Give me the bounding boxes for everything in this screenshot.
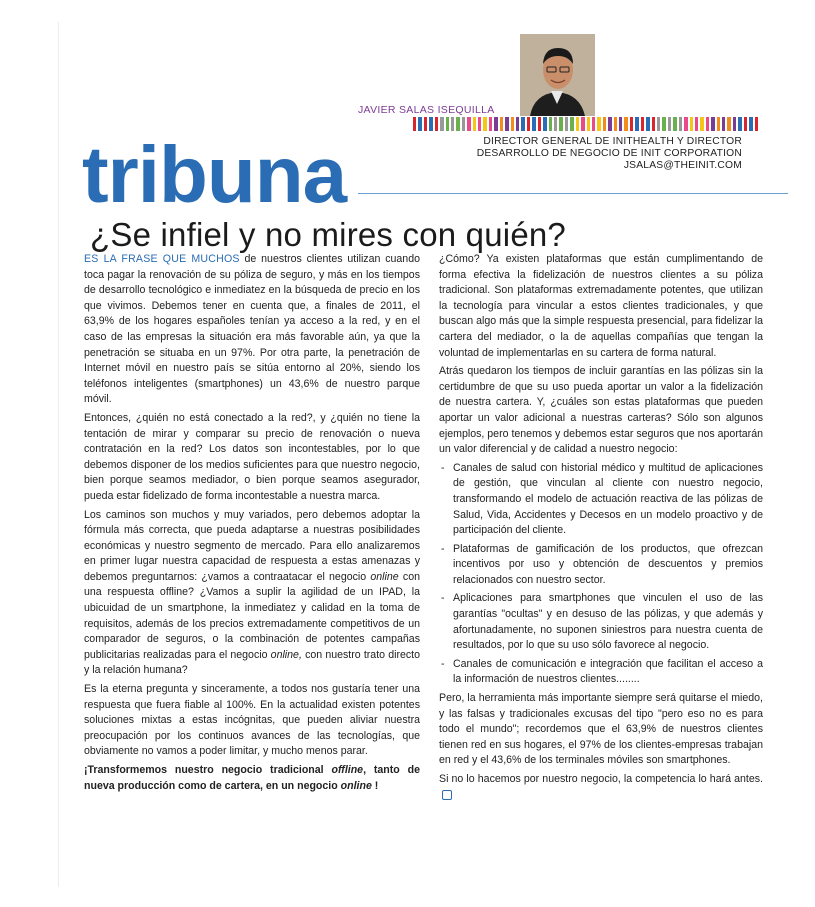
stripe-segment (538, 117, 541, 131)
author-email: JSALAS@THEINIT.COM (623, 160, 742, 171)
stripe-segment (483, 117, 486, 131)
stripe-segment (624, 117, 627, 131)
stripe-segment (635, 117, 638, 131)
stripe-segment (630, 117, 633, 131)
stripe-segment (565, 117, 568, 131)
stripe-segment (467, 117, 470, 131)
stripe-segment (549, 117, 552, 131)
stripe-segment (429, 117, 432, 131)
stripe-segment (652, 117, 655, 131)
examples-list (439, 461, 763, 688)
stripe-segment (755, 117, 758, 131)
paragraph-text: con una respuesta offline? ¿Vamos a suplir la agilidad de un IPAD, la ubicuidad de un smartphone, la inmediatez y calidad en la toma de requisitos, además de los precios extremadamente competitivos de un comparador de seguros, o la combinación de potentes campañas publicitarias realizadas para el negocio (84, 570, 420, 661)
stripe-segment (451, 117, 454, 131)
stripe-segment (597, 117, 600, 131)
stripe-segment (706, 117, 709, 131)
title-divider (358, 193, 788, 194)
paragraph-text: Los caminos son muchos y muy variados, pero debemos adoptar la fórmula más correcta, que pueda adaptarse a nuestras posibilidades económicas y nuestro segmento de mercado. Para ello analizaremos en primer lugar nuestra capacidad de respuesta a estas amenazas y debemos preguntarnos: ¿vamos a contraatacar el negocio (84, 508, 420, 583)
stripe-segment (505, 117, 508, 131)
list-item: - Aplicaciones para smartphones que vinculen el uso de las garantías "ocultas" y en desuso de las pólizas, y que además y afortunadamente, no suponen siniestros para nuestra cuenta de resultados, por lo que su uso sólo favorece al negocio. (453, 591, 763, 653)
stripe-segment (521, 117, 524, 131)
page-fold-line (58, 22, 59, 887)
stripe-segment (722, 117, 725, 131)
list-item: - Plataformas de gamificación de los productos, que ofrezcan incentivos por uso y obtención de descuentos y premios relacionados con nuestro sector. (453, 542, 763, 589)
article-left-column (84, 252, 420, 797)
author-name: JAVIER SALAS ISEQUILLA (358, 104, 495, 116)
stripe-segment (478, 117, 481, 131)
stripe-segment (749, 117, 752, 131)
paragraph-text: Si no lo hacemos por nuestro negocio, la competencia lo hará antes. (439, 773, 763, 785)
color-stripe-bar (413, 117, 758, 131)
stripe-segment (532, 117, 535, 131)
stripe-segment (711, 117, 714, 131)
paragraph-text: de nuestros clientes utilizan cuando toca pagar la renovación de su póliza de seguro, y más en los tiempos de desarrollo tecnológico e inmediatez en la búsqueda de precio en los que vivimos. Debemos tener en cuenta que, a finales de 2011, el 63,9% de los hogares españoles tenían ya acceso a la red, y en el caso de las empresas la situación era más favorable aún, ya que la penetración se situaba en un 97%. Por otra parte, la penetración de Internet móvil en nuestro país se sitúa entorno al 20%, siendo los teléfonos inteligentes (smartphones) un 43,6% de nuestro parque móvil. (84, 253, 420, 406)
stripe-segment (418, 117, 421, 131)
stripe-segment (684, 117, 687, 131)
stripe-segment (489, 117, 492, 131)
closing-text: ! (371, 779, 379, 792)
stripe-segment (700, 117, 703, 131)
stripe-segment (717, 117, 720, 131)
paragraph: Es la eterna pregunta y sinceramente, a todos nos gustaría tener una respuesta que fuera fiable al 100%. En la actualidad existen potentes soluciones mixtas a estas incógnitas, que pueden aliviar nuestra preocupación por los continuos avances de las tecnologías, que obviamente no vamos a poder limitar, y mucho menos parar. (84, 683, 420, 758)
stripe-segment (603, 117, 606, 131)
stripe-segment (511, 117, 514, 131)
end-of-article-icon (442, 790, 452, 800)
article-right-column (439, 252, 763, 806)
author-role-line: DIRECTOR GENERAL DE INITHEALTH Y DIRECTOR (483, 136, 742, 147)
stripe-segment (608, 117, 611, 131)
stripe-segment (494, 117, 497, 131)
emphasis: online (340, 779, 372, 792)
paragraph: Atrás quedaron los tiempos de incluir garantías en las pólizas sin la certidumbre de que su uso pueda aportar un valor a la fidelización de nuestra cartera. Y, ¿cuáles son estas plataformas que pueden aportar un valor adicional a nuestras carteras? Sólo son algunos ejemplos, pero tenemos y debemos estar seguros que nos aportarán un valor diferencial y de calidad a nuestro negocio: (439, 365, 763, 456)
stripe-segment (570, 117, 573, 131)
stripe-segment (657, 117, 660, 131)
author-credentials (442, 136, 742, 172)
stripe-segment (554, 117, 557, 131)
stripe-segment (662, 117, 665, 131)
stripe-segment (727, 117, 730, 131)
paragraph (439, 772, 763, 803)
emphasis: online, (270, 648, 302, 661)
stripe-segment (695, 117, 698, 131)
author-photo (520, 34, 595, 116)
list-item: - Canales de comunicación e integración que facilitan el acceso a la información de nuestros clientes........ (453, 657, 763, 688)
magazine-page (28, 22, 790, 887)
stripe-segment (733, 117, 736, 131)
paragraph-text: con nuestro trato directo y la relación humana? (84, 648, 421, 677)
stripe-segment (543, 117, 546, 131)
emphasis: online (370, 570, 399, 583)
emphasis: offline (331, 764, 364, 776)
stripe-segment (738, 117, 741, 131)
stripe-segment (668, 117, 671, 131)
author-role-line: DESARROLLO DE NEGOCIO DE INIT CORPORATION (476, 148, 742, 159)
stripe-segment (462, 117, 465, 131)
paragraph: Entonces, ¿quién no está conectado a la red?, y ¿quién no tiene la tentación de mirar y comparar su precio de renovación o nueva contratación en la red? Los datos son incontestables, por lo que debemos disponer de los medios suficientes para que nuestro negocio, bien porque seamos mediador, o bien porque seamos asegurador, pueda estar fidelizado de forma incontestable a nuestra marca. (84, 411, 420, 502)
stripe-segment (500, 117, 503, 131)
stripe-segment (619, 117, 622, 131)
stripe-segment (646, 117, 649, 131)
stripe-segment (527, 117, 530, 131)
stripe-segment (446, 117, 449, 131)
stripe-segment (516, 117, 519, 131)
closing-statement (84, 763, 420, 794)
stripe-segment (592, 117, 595, 131)
section-title: tribuna (82, 130, 347, 219)
stripe-segment (435, 117, 438, 131)
stripe-segment (581, 117, 584, 131)
stripe-segment (473, 117, 476, 131)
stripe-segment (440, 117, 443, 131)
stripe-segment (587, 117, 590, 131)
paragraph (84, 508, 420, 680)
stripe-segment (679, 117, 682, 131)
list-item: - Canales de salud con historial médico y multitud de aplicaciones de gestión, que vinculan al cliente con nuestro negocio, transformando el modelo de actuación reactiva de las pólizas de Salud, Vida, Accidentes y Decesos en un modelo proactivo y de participación del cliente. (453, 461, 763, 539)
stripe-segment (690, 117, 693, 131)
paragraph (84, 252, 420, 408)
stripe-segment (424, 117, 427, 131)
stripe-segment (456, 117, 459, 131)
stripe-segment (673, 117, 676, 131)
stripe-segment (413, 117, 416, 131)
article-headline: ¿Se infiel y no mires con quién? (90, 216, 566, 253)
stripe-segment (576, 117, 579, 131)
stripe-segment (744, 117, 747, 131)
lead-in: ES LA FRASE QUE MUCHOS (84, 253, 240, 265)
stripe-segment (641, 117, 644, 131)
paragraph: Pero, la herramienta más importante siempre será quitarse el miedo, y las falsas y tradicionales excusas del tipo "pero eso no es para todo el mundo"; recordemos que el 63,9% de nuestros clientes tienen red en sus hogares, el 97% de los clientes-empresas trabajan en red y el 43,6% de los terminales móviles son smartphones. (439, 692, 763, 767)
author-portrait-image (520, 34, 595, 116)
closing-text: ¡Transformemos nuestro negocio tradicional (84, 764, 332, 776)
stripe-segment (614, 117, 617, 131)
stripe-segment (559, 117, 562, 131)
paragraph: ¿Cómo? Ya existen plataformas que están cumplimentando de forma efectiva la fidelización de nuestros clientes a su póliza tradicional. Son plataformas extremadamente potentes, que utilizan la tecnología para vincular a estos clientes tradicionales, y que buscan algo más que la simple respuesta presencial, para fidelizar la cartera del mediador, o la de aquellas compañías que tengan la voluntad de implementarlas en su cartera de forma natural. (439, 253, 763, 359)
closing-text: , tanto de nueva producción como de cartera, en un negocio (84, 764, 420, 792)
